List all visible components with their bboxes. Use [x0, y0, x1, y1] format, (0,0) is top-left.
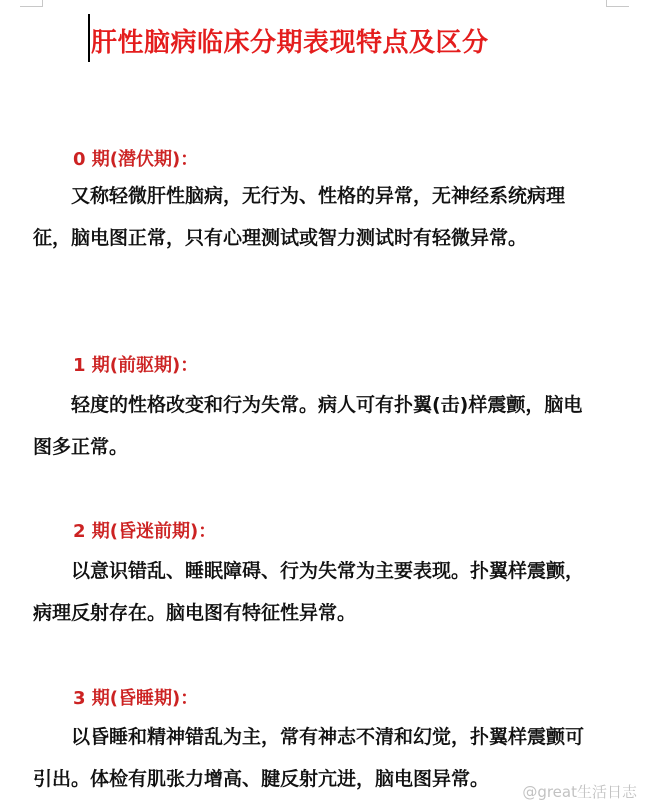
document-title[interactable]: 肝性脑病临床分期表现特点及区分 [91, 28, 489, 58]
text-cursor [88, 14, 90, 62]
stage-3-body[interactable]: 以昏睡和精神错乱为主，常有神志不清和幻觉，扑翼样震颤可引出。体检有肌张力增高、腱反射亢进，脑电图异常。 [33, 726, 585, 790]
stage-3-heading[interactable]: 3 期(昏睡期)： [73, 688, 199, 709]
stage-1-heading[interactable]: 1 期(前驱期)： [73, 355, 199, 376]
stage-0-body[interactable]: 又称轻微肝性脑病，无行为、性格的异常，无神经系统病理征，脑电图正常，只有心理测试或智力测试时有轻微异常。 [33, 185, 566, 249]
stage-2-body[interactable]: 以意识错乱、睡眠障碍、行为失常为主要表现。扑翼样震颤，病理反射存在。脑电图有特征性异常。 [33, 560, 585, 624]
watermark: @great生活日志 [522, 783, 637, 801]
page-corner-mark-right [606, 0, 629, 7]
stage-2-heading[interactable]: 2 期(昏迷前期)： [73, 521, 217, 542]
page-corner-mark-left [20, 0, 43, 7]
stage-0-heading[interactable]: 0 期(潜伏期)： [73, 149, 199, 170]
stage-1-body[interactable]: 轻度的性格改变和行为失常。病人可有扑翼(击)样震颤，脑电图多正常。 [33, 394, 583, 458]
